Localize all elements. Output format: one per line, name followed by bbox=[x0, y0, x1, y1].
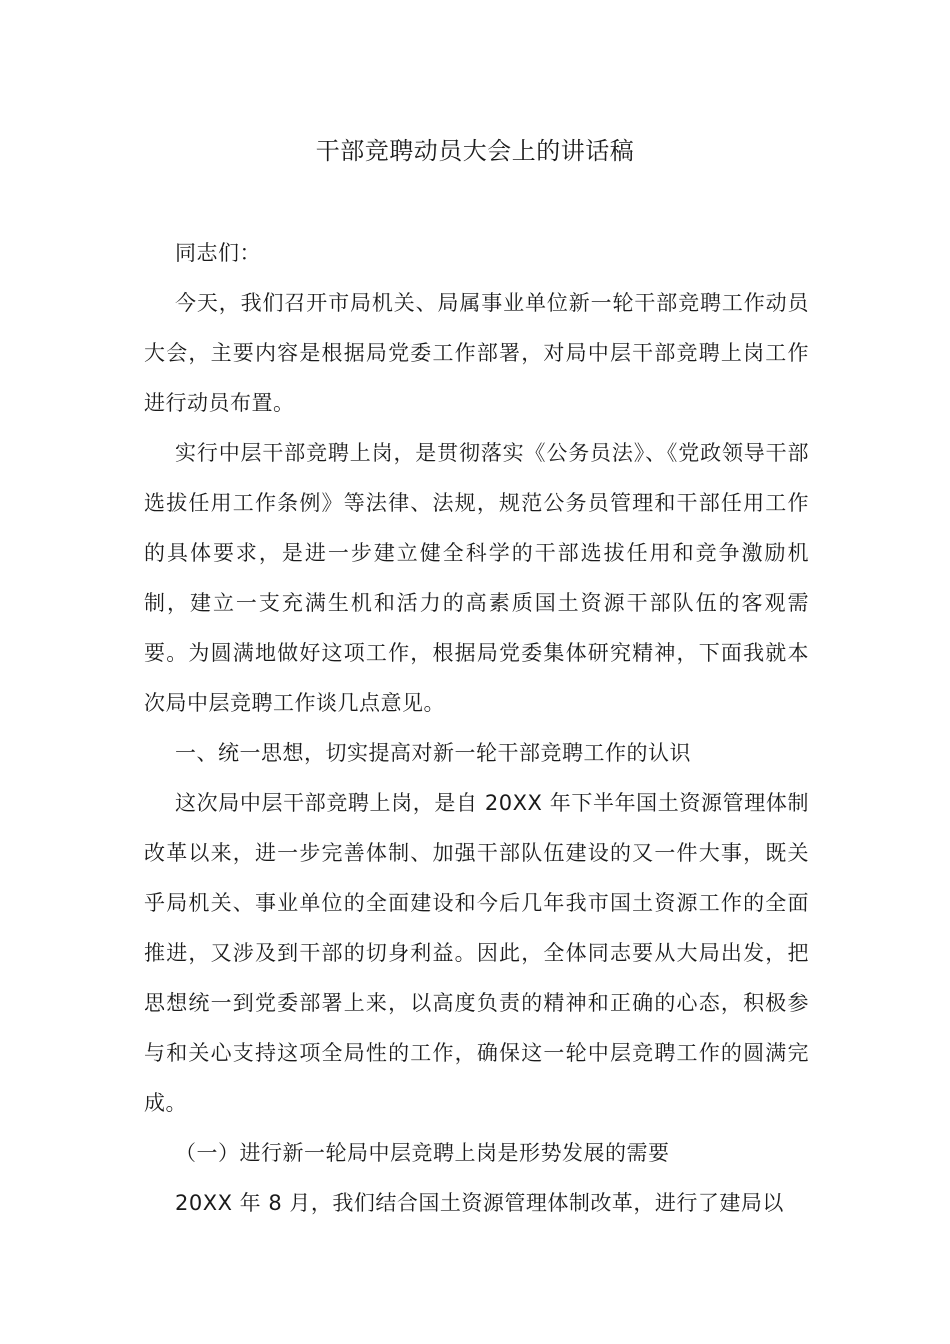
paragraph-opening: 今天，我们召开市局机关、局属事业单位新一轮干部竞聘工作动员大会，主要内容是根据局党委工作部署，对局中层干部竞聘上岗工作进行动员布置。 bbox=[144, 291, 809, 415]
section-heading-1: 一、统一思想，切实提高对新一轮干部竞聘工作的认识 bbox=[175, 741, 691, 765]
subsection-heading-1: （一）进行新一轮局中层竞聘上岗是形势发展的需要 bbox=[175, 1141, 670, 1165]
document-body bbox=[144, 228, 809, 1228]
salutation: 同志们： bbox=[175, 241, 261, 265]
paragraph-section-1: 这次局中层干部竞聘上岗，是自 20XX 年下半年国土资源管理体制改革以来，进一步完善体制、加强干部队伍建设的又一件大事，既关乎局机关、事业单位的全面建设和今后几年我市国土资源工作的全面推进，又涉及到干部的切身利益。因此，全体同志要从大局出发，把思想统一到党委部署上来，以高度负责的精神和正确的心态，积极参与和关心支持这项全局性的工作，确保这一轮中层竞聘工作的圆满完成。 bbox=[144, 791, 809, 1115]
document-title: 干部竞聘动员大会上的讲话稿 bbox=[315, 137, 635, 165]
paragraph-subsection-1: 20XX 年 8 月，我们结合国土资源管理体制改革，进行了建局以 bbox=[175, 1191, 784, 1215]
paragraph-purpose: 实行中层干部竞聘上岗，是贯彻落实《公务员法》、《党政领导干部选拔任用工作条例》等法律、法规，规范公务员管理和干部任用工作的具体要求，是进一步建立健全科学的干部选拔任用和竞争激励机制，建立一支充满生机和活力的高素质国土资源干部队伍的客观需要。为圆满地做好这项工作，根据局党委集体研究精神，下面我就本次局中层竞聘工作谈几点意见。 bbox=[144, 441, 809, 715]
